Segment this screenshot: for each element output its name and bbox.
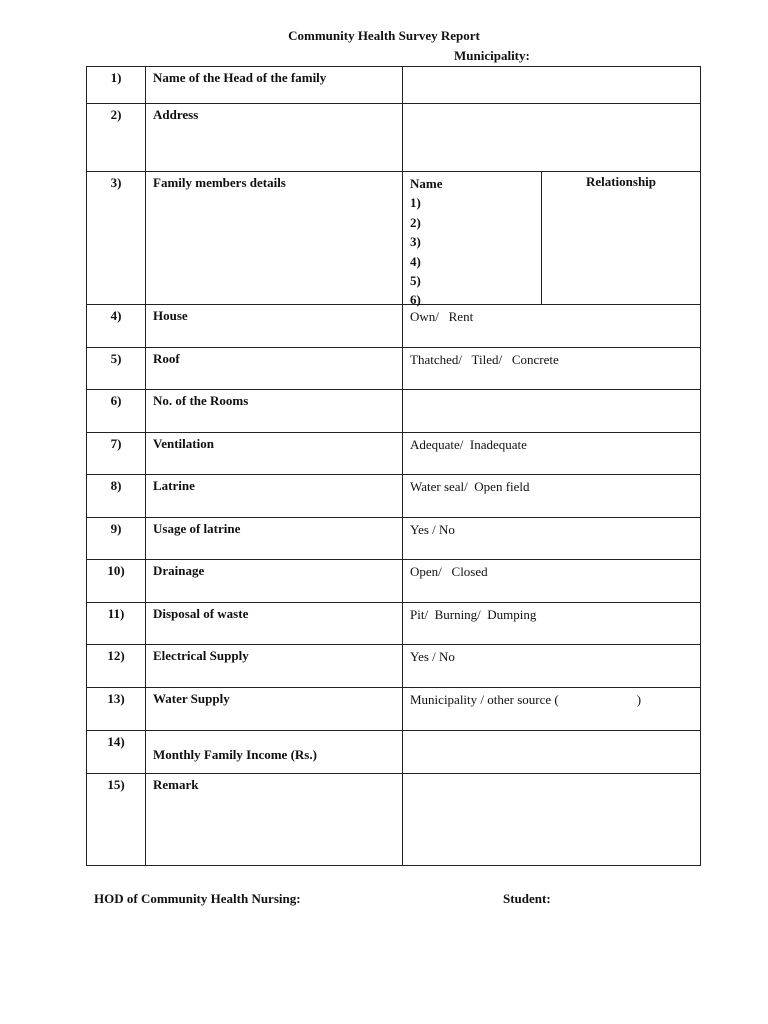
table-row [87,688,701,731]
table-row [87,67,701,104]
row-label: Roof [146,348,403,390]
water-supply-close: ) [636,692,642,707]
row-number: 5) [87,348,146,390]
latrine-options[interactable]: Water seal/ Open field [403,475,701,518]
electrical-supply-options[interactable]: Yes / No [403,645,701,688]
table-row [87,731,701,774]
family-member-slot: 4) [410,253,421,269]
row-label: Remark [146,774,403,866]
row-label: Usage of latrine [146,518,403,560]
row-label: Address [146,104,403,172]
row-label: Ventilation [146,433,403,475]
row-label: House [146,305,403,348]
house-options[interactable]: Own/ Rent [403,305,701,348]
row-label: No. of the Rooms [146,390,403,433]
table-row [87,645,701,688]
row-number: 7) [87,433,146,475]
family-name-column[interactable] [403,172,542,308]
row-number: 12) [87,645,146,688]
row-label: Latrine [146,475,403,518]
address-field[interactable] [403,104,701,172]
row-number: 14) [87,731,146,774]
row-number: 15) [87,774,146,866]
row-number: 2) [87,104,146,172]
row-label [146,731,403,774]
table-row [87,560,701,603]
family-member-slot: 6) [410,292,421,308]
table-row [87,475,701,518]
row-label: Family members details [146,172,403,305]
table-row [87,348,701,390]
head-name-field[interactable] [403,67,701,104]
row-number: 4) [87,305,146,348]
row-label: Drainage [146,560,403,603]
student-signature-label: Student: [503,891,551,906]
family-member-slot: 2) [410,214,421,230]
survey-table [86,66,701,866]
remark-field[interactable] [403,774,701,866]
water-supply-options[interactable] [403,688,701,731]
report-title: Community Health Survey Report [288,28,480,43]
row-number: 3) [87,172,146,305]
table-row [87,603,701,645]
income-field[interactable] [403,731,701,774]
row-number: 6) [87,390,146,433]
row-number: 11) [87,603,146,645]
municipality-label: Municipality: [454,48,530,63]
row-label: Name of the Head of the family [146,67,403,104]
family-relationship-column[interactable] [542,172,700,304]
row-number: 10) [87,560,146,603]
table-row [87,104,701,172]
hod-signature-label: HOD of Community Health Nursing: [94,891,301,906]
income-label: Monthly Family Income (Rs.) [153,747,317,762]
row-label: Electrical Supply [146,645,403,688]
row-number: 1) [87,67,146,104]
table-row [87,433,701,475]
row-number: 8) [87,475,146,518]
table-row [87,172,701,305]
table-row [87,774,701,866]
drainage-options[interactable]: Open/ Closed [403,560,701,603]
ventilation-options[interactable]: Adequate/ Inadequate [403,433,701,475]
family-member-slot: 5) [410,272,421,288]
water-supply-text: Municipality / other source ( [410,692,559,707]
roof-options[interactable]: Thatched/ Tiled/ Concrete [403,348,701,390]
family-name-header: Name [410,176,443,191]
row-label: Water Supply [146,688,403,731]
row-label: Disposal of waste [146,603,403,645]
family-members-cell [403,172,701,308]
row-number: 13) [87,688,146,731]
table-row [87,390,701,433]
rooms-field[interactable] [403,390,701,433]
row-number: 9) [87,518,146,560]
family-member-slot: 3) [410,234,421,250]
table-row [87,305,701,348]
latrine-usage-options[interactable]: Yes / No [403,518,701,560]
waste-disposal-options[interactable]: Pit/ Burning/ Dumping [403,603,701,645]
family-member-slot: 1) [410,195,421,211]
relationship-header: Relationship [585,174,657,189]
table-row [87,518,701,560]
